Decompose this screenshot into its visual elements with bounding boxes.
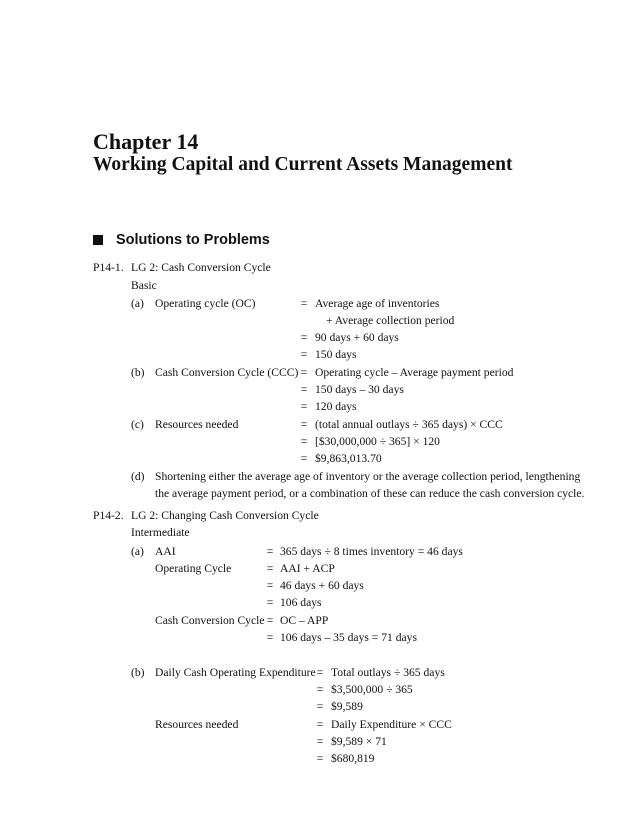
- equals-sign: =: [266, 614, 274, 627]
- equals-sign: =: [300, 331, 308, 344]
- part-label-a: (a): [131, 297, 144, 310]
- dcoe-line: $9,589: [331, 700, 363, 713]
- resources-needed-term: Resources needed: [155, 418, 239, 431]
- dcoe-line: $3,500,000 ÷ 365: [331, 683, 413, 696]
- equals-sign: =: [300, 383, 308, 396]
- section-heading: [93, 232, 270, 248]
- equals-sign: =: [266, 579, 274, 592]
- ccc-line: 120 days: [315, 400, 357, 413]
- oc-line: + Average collection period: [326, 314, 455, 327]
- daily-cash-expenditure-term: Daily Cash Operating Expenditure: [155, 666, 316, 679]
- oc-line: 106 days: [280, 596, 322, 609]
- equals-sign: =: [300, 418, 308, 431]
- equals-sign: =: [316, 718, 324, 731]
- resources-line: (total annual outlays ÷ 365 days) × CCC: [315, 418, 503, 431]
- equals-sign: =: [316, 752, 324, 765]
- ccc-line: 106 days – 35 days = 71 days: [280, 631, 417, 644]
- equals-sign: =: [300, 348, 308, 361]
- equals-sign: =: [266, 596, 274, 609]
- equals-sign: =: [300, 366, 308, 379]
- ccc-term: Cash Conversion Cycle (CCC): [155, 366, 299, 379]
- equals-sign: =: [316, 666, 324, 679]
- oc-line: 150 days: [315, 348, 357, 361]
- equals-sign: =: [266, 545, 274, 558]
- oc-line: 90 days + 60 days: [315, 331, 399, 344]
- equals-sign: =: [266, 631, 274, 644]
- part-label-a: (a): [131, 545, 144, 558]
- equals-sign: =: [300, 297, 308, 310]
- aai-value: 365 days ÷ 8 times inventory = 46 days: [280, 545, 463, 558]
- part-label-b: (b): [131, 366, 145, 379]
- difficulty-level-p14-2: Intermediate: [131, 526, 190, 539]
- equals-sign: =: [316, 700, 324, 713]
- resources-line: $680,819: [331, 752, 375, 765]
- oc-line: AAI + ACP: [280, 562, 335, 575]
- part-label-d: (d): [131, 470, 145, 483]
- resources-line: [$30,000,000 ÷ 365] × 120: [315, 435, 440, 448]
- part-label-b: (b): [131, 666, 145, 679]
- equals-sign: =: [316, 683, 324, 696]
- black-square-icon: [93, 235, 103, 245]
- dcoe-line: Total outlays ÷ 365 days: [331, 666, 445, 679]
- aai-term: AAI: [155, 545, 176, 558]
- equals-sign: =: [300, 435, 308, 448]
- ccc-line: Operating cycle – Average payment period: [315, 366, 514, 379]
- oc-line: Average age of inventories: [315, 297, 440, 310]
- oc-line: 46 days + 60 days: [280, 579, 364, 592]
- chapter-subtitle: Working Capital and Current Assets Management: [93, 154, 513, 175]
- resources-line: Daily Expenditure × CCC: [331, 718, 452, 731]
- part-d-text-line1: Shortening either the average age of inventory or the average collection period, lengthening: [155, 470, 581, 483]
- operating-cycle-term: Operating cycle (OC): [155, 297, 256, 310]
- part-d-text-line2: the average payment period, or a combination of these can reduce the cash conversion cycle.: [155, 487, 585, 500]
- problem-number-p14-1: P14-1.: [93, 261, 124, 274]
- ccc-line: OC – APP: [280, 614, 329, 627]
- ccc-term: Cash Conversion Cycle: [155, 614, 265, 627]
- section-title: Solutions to Problems: [116, 232, 270, 248]
- difficulty-level-p14-1: Basic: [131, 279, 157, 292]
- ccc-line: 150 days – 30 days: [315, 383, 404, 396]
- part-label-c: (c): [131, 418, 144, 431]
- resources-line: $9,589 × 71: [331, 735, 387, 748]
- problem-number-p14-2: P14-2.: [93, 509, 124, 522]
- resources-needed-term: Resources needed: [155, 718, 239, 731]
- problem-heading-p14-2: LG 2: Changing Cash Conversion Cycle: [131, 509, 319, 522]
- problem-heading-p14-1: LG 2: Cash Conversion Cycle: [131, 261, 271, 274]
- equals-sign: =: [266, 562, 274, 575]
- equals-sign: =: [300, 400, 308, 413]
- equals-sign: =: [300, 452, 308, 465]
- chapter-title: Chapter 14: [93, 129, 199, 154]
- operating-cycle-term: Operating Cycle: [155, 562, 232, 575]
- equals-sign: =: [316, 735, 324, 748]
- resources-line: $9,863,013.70: [315, 452, 382, 465]
